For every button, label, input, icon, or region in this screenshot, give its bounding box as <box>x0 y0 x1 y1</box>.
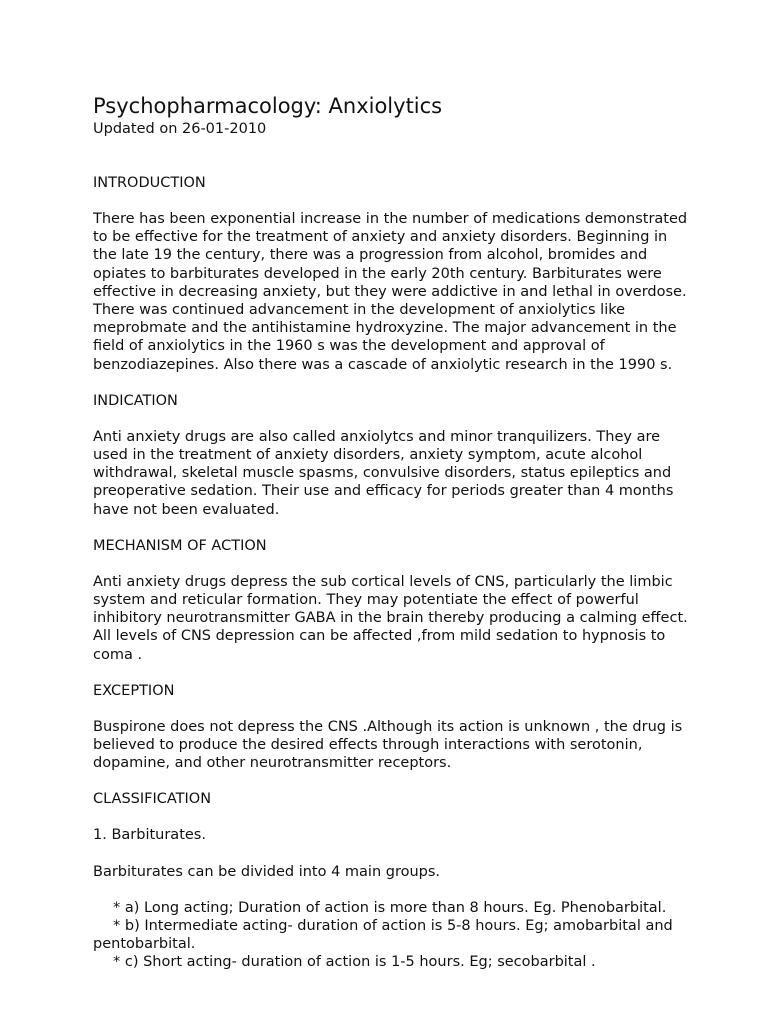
list-item: * a) Long acting; Duration of action is more than 8 hours. Eg. Phenobarbital. <box>113 899 667 916</box>
exception-paragraph: Buspirone does not depress the CNS .Although its action is unknown , the drug is believed to produce the desired effects through interactions with serotonin, dopamine, and other neurotransmitter receptors. <box>93 718 683 772</box>
indication-paragraph: Anti anxiety drugs are also called anxiolytcs and minor tranquilizers. They are used in the treatment of anxiety disorders, anxiety symptom, acute alcohol withdrawal, skeletal muscle spasms, convulsive disorders, status epileptics and preoperative sedation. Their use and efficacy for periods greater than 4 months have not been evaluated. <box>93 428 674 518</box>
classification-item-1: 1. Barbiturates. <box>93 827 206 844</box>
list-item: * c) Short acting- duration of action is 1-5 hours. Eg; secobarbital . <box>113 954 596 971</box>
document-page <box>93 92 693 972</box>
classification-heading: CLASSIFICATION <box>93 791 212 808</box>
indication-heading: INDICATION <box>93 392 178 409</box>
updated-date: Updated on 26-01-2010 <box>93 121 267 137</box>
barbiturates-intro: Barbiturates can be divided into 4 main groups. <box>93 863 441 880</box>
exception-heading: EXCEPTION <box>93 682 175 699</box>
mechanism-paragraph: Anti anxiety drugs depress the sub cortical levels of CNS, particularly the limbic system and reticular formation. They may potentiate the effect of powerful inhibitory neurotransmitter GABA in the brain thereby producing a calming effect. All levels of CNS depression can be affected ,from mild sedation to hypnosis to coma . <box>93 573 688 663</box>
intro-heading: INTRODUCTION <box>93 175 206 191</box>
list-item: * b) Intermediate acting- duration of action is 5-8 hours. Eg; amobarbital and pentobarbital. <box>93 918 673 953</box>
mechanism-heading: MECHANISM OF ACTION <box>93 537 267 554</box>
document-title: Psychopharmacology: Anxiolytics <box>93 94 443 118</box>
intro-paragraph: There has been exponential increase in the number of medications demonstrated to be effective for the treatment of anxiety and anxiety disorders. Beginning in the late 19 the century, there was a progression from alcohol, bromides and opiates to barbiturates developed in the early 20th century. Barbiturates were effective in decreasing anxiety, but they were addictive in and lethal in overdose. There was continued advancement in the development of anxiolytics like meprobmate and the antihistamine hydroxyzine. The major advancement in the field of anxiolytics in the 1960 s was the development and approval of benzodiazepines. Also there was a cascade of anxiolytic research in the 1990 s. <box>93 211 688 373</box>
